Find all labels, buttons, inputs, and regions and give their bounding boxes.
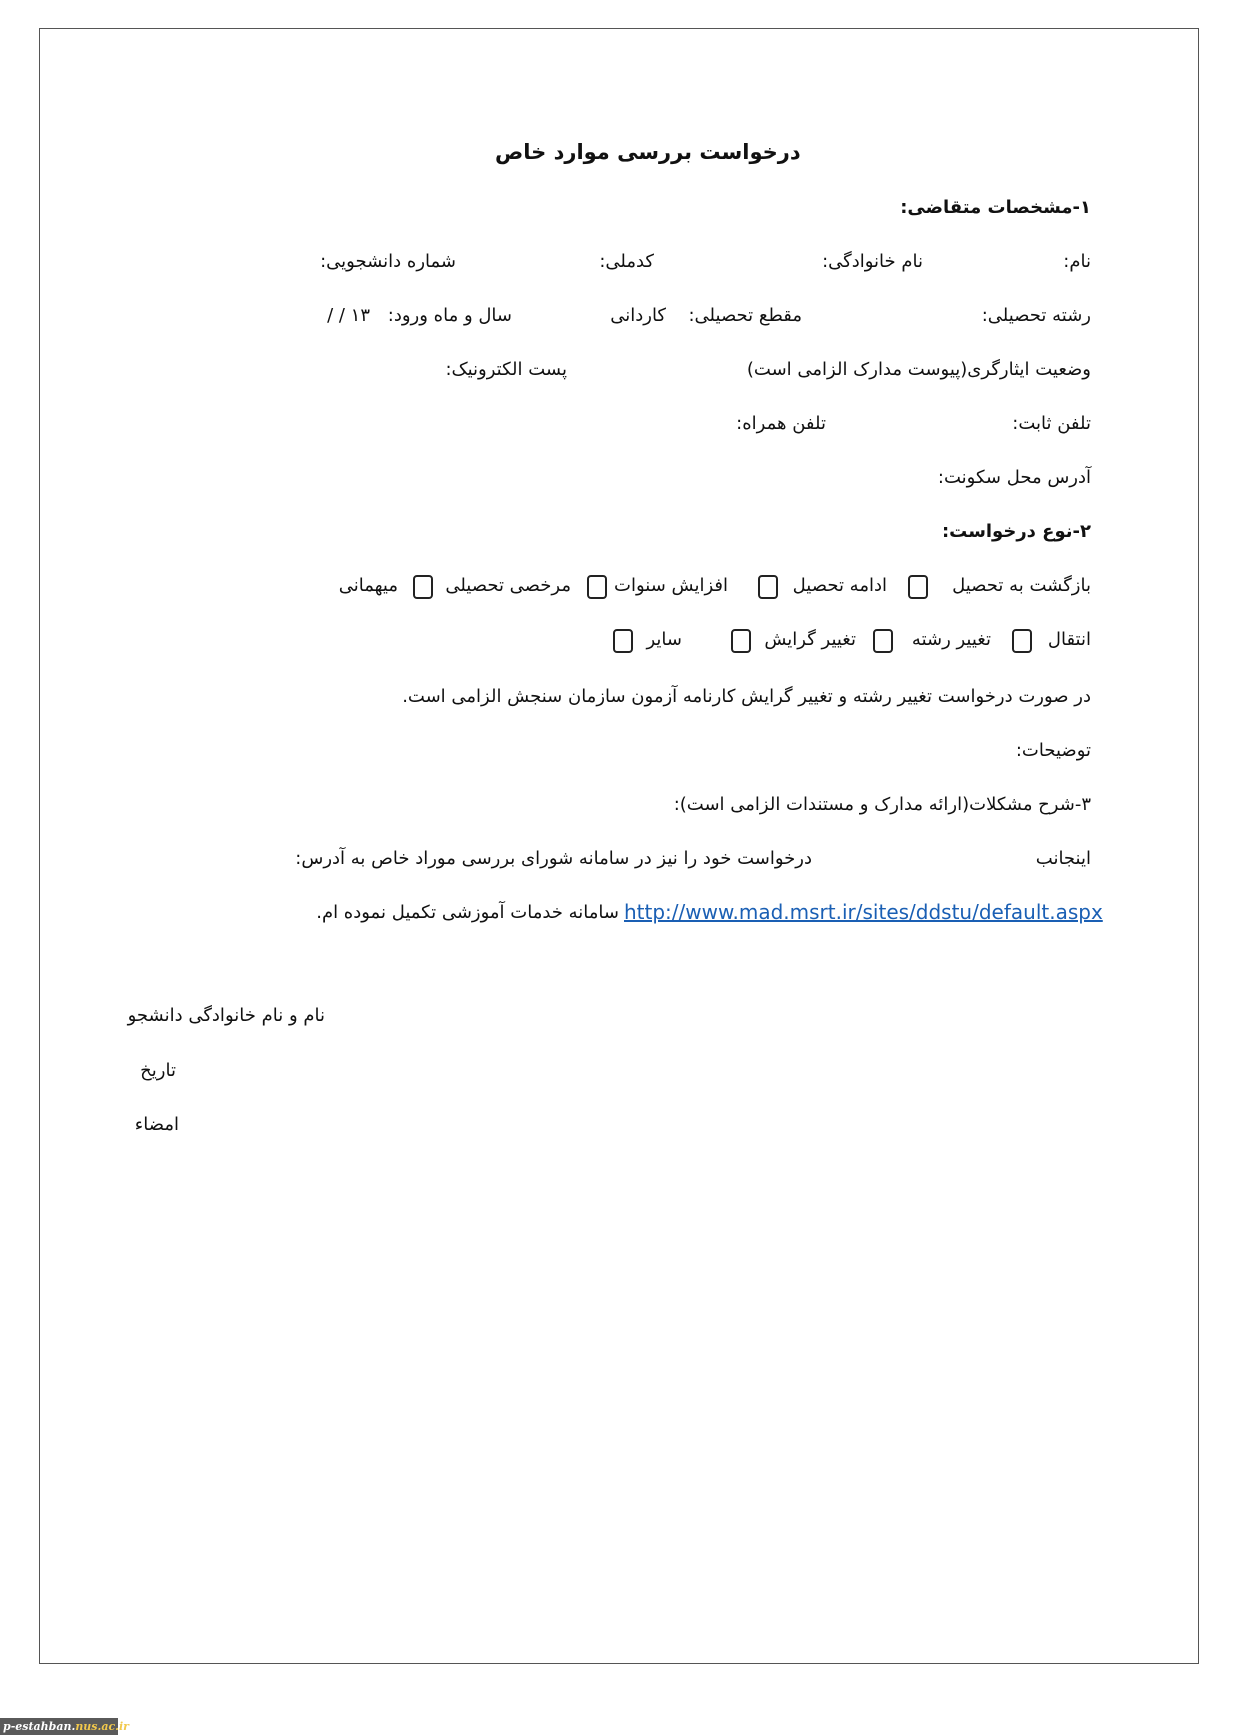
checkbox-other[interactable] bbox=[613, 629, 633, 653]
form-page-frame bbox=[39, 28, 1199, 1664]
section2-note: در صورت درخواست تغییر رشته و تغییر گرایش کارنامه آزمون سازمان سنجش الزامی است. bbox=[402, 686, 1091, 707]
option-study-leave: مرخصی تحصیلی bbox=[445, 575, 571, 596]
option-change-specialization: تغییر گرایش bbox=[764, 629, 856, 650]
section1-heading: ۱-مشخصات متقاضی: bbox=[900, 197, 1091, 218]
undersigned-label: اینجانب bbox=[1035, 848, 1091, 869]
checkbox-transfer[interactable] bbox=[1012, 629, 1032, 653]
checkbox-study-leave[interactable] bbox=[413, 575, 433, 599]
entry-year-label: سال و ماه ورود: bbox=[387, 305, 512, 326]
veteran-status-label: وضعیت ایثارگری(پیوست مدارک الزامی است) bbox=[746, 359, 1091, 380]
name-label: نام: bbox=[1063, 251, 1091, 272]
student-number-label: شماره دانشجویی: bbox=[320, 251, 456, 272]
option-transfer: انتقال bbox=[1047, 629, 1091, 650]
national-code-label: کدملی: bbox=[599, 251, 654, 272]
mobile-label: تلفن همراه: bbox=[736, 413, 826, 434]
section2-heading: ۲-نوع درخواست: bbox=[941, 521, 1091, 542]
section3-heading: ۳-شرح مشکلات(ارائه مدارک و مستندات الزامی است): bbox=[673, 794, 1091, 815]
system-link[interactable]: http://www.mad.msrt.ir/sites/ddstu/default.aspx bbox=[624, 900, 1103, 924]
date-label: تاریخ bbox=[140, 1060, 176, 1081]
site-prefix: p-estahban. bbox=[3, 1720, 76, 1733]
checkbox-return-to-study[interactable] bbox=[908, 575, 928, 599]
option-guest: میهمانی bbox=[338, 575, 398, 596]
landline-label: تلفن ثابت: bbox=[1012, 413, 1091, 434]
student-name-label: نام و نام خانوادگی دانشجو bbox=[127, 1005, 325, 1026]
request-statement: درخواست خود را نیز در سامانه شورای بررسی موراد خاص به آدرس: bbox=[295, 848, 812, 869]
option-other: سایر bbox=[646, 629, 682, 650]
checkbox-change-field[interactable] bbox=[873, 629, 893, 653]
form-title: درخواست بررسی موارد خاص bbox=[495, 140, 801, 164]
signature-label: امضاء bbox=[134, 1114, 179, 1135]
description-label: توضیحات: bbox=[1015, 740, 1091, 761]
checkbox-extend-years[interactable] bbox=[587, 575, 607, 599]
completion-statement: سامانه خدمات آموزشی تکمیل نموده ام. bbox=[316, 902, 619, 923]
address-label: آدرس محل سکونت: bbox=[937, 467, 1091, 488]
checkbox-change-specialization[interactable] bbox=[731, 629, 751, 653]
degree-value: کاردانی bbox=[610, 305, 666, 326]
entry-date-template: ۱۳ / / bbox=[327, 305, 370, 326]
site-domain: nus.ac.ir bbox=[75, 1720, 129, 1733]
option-change-field: تغییر رشته bbox=[911, 629, 991, 650]
checkbox-continue-study[interactable] bbox=[758, 575, 778, 599]
email-label: پست الکترونیک: bbox=[445, 359, 567, 380]
site-watermark-badge bbox=[0, 1718, 129, 1735]
family-name-label: نام خانوادگی: bbox=[822, 251, 923, 272]
option-extend-years: افزایش سنوات bbox=[614, 575, 728, 596]
degree-level-label: مقطع تحصیلی: bbox=[688, 305, 802, 326]
field-of-study-label: رشته تحصیلی: bbox=[981, 305, 1091, 326]
option-return-to-study: بازگشت به تحصیل bbox=[952, 575, 1091, 596]
option-continue-study: ادامه تحصیل bbox=[792, 575, 887, 596]
